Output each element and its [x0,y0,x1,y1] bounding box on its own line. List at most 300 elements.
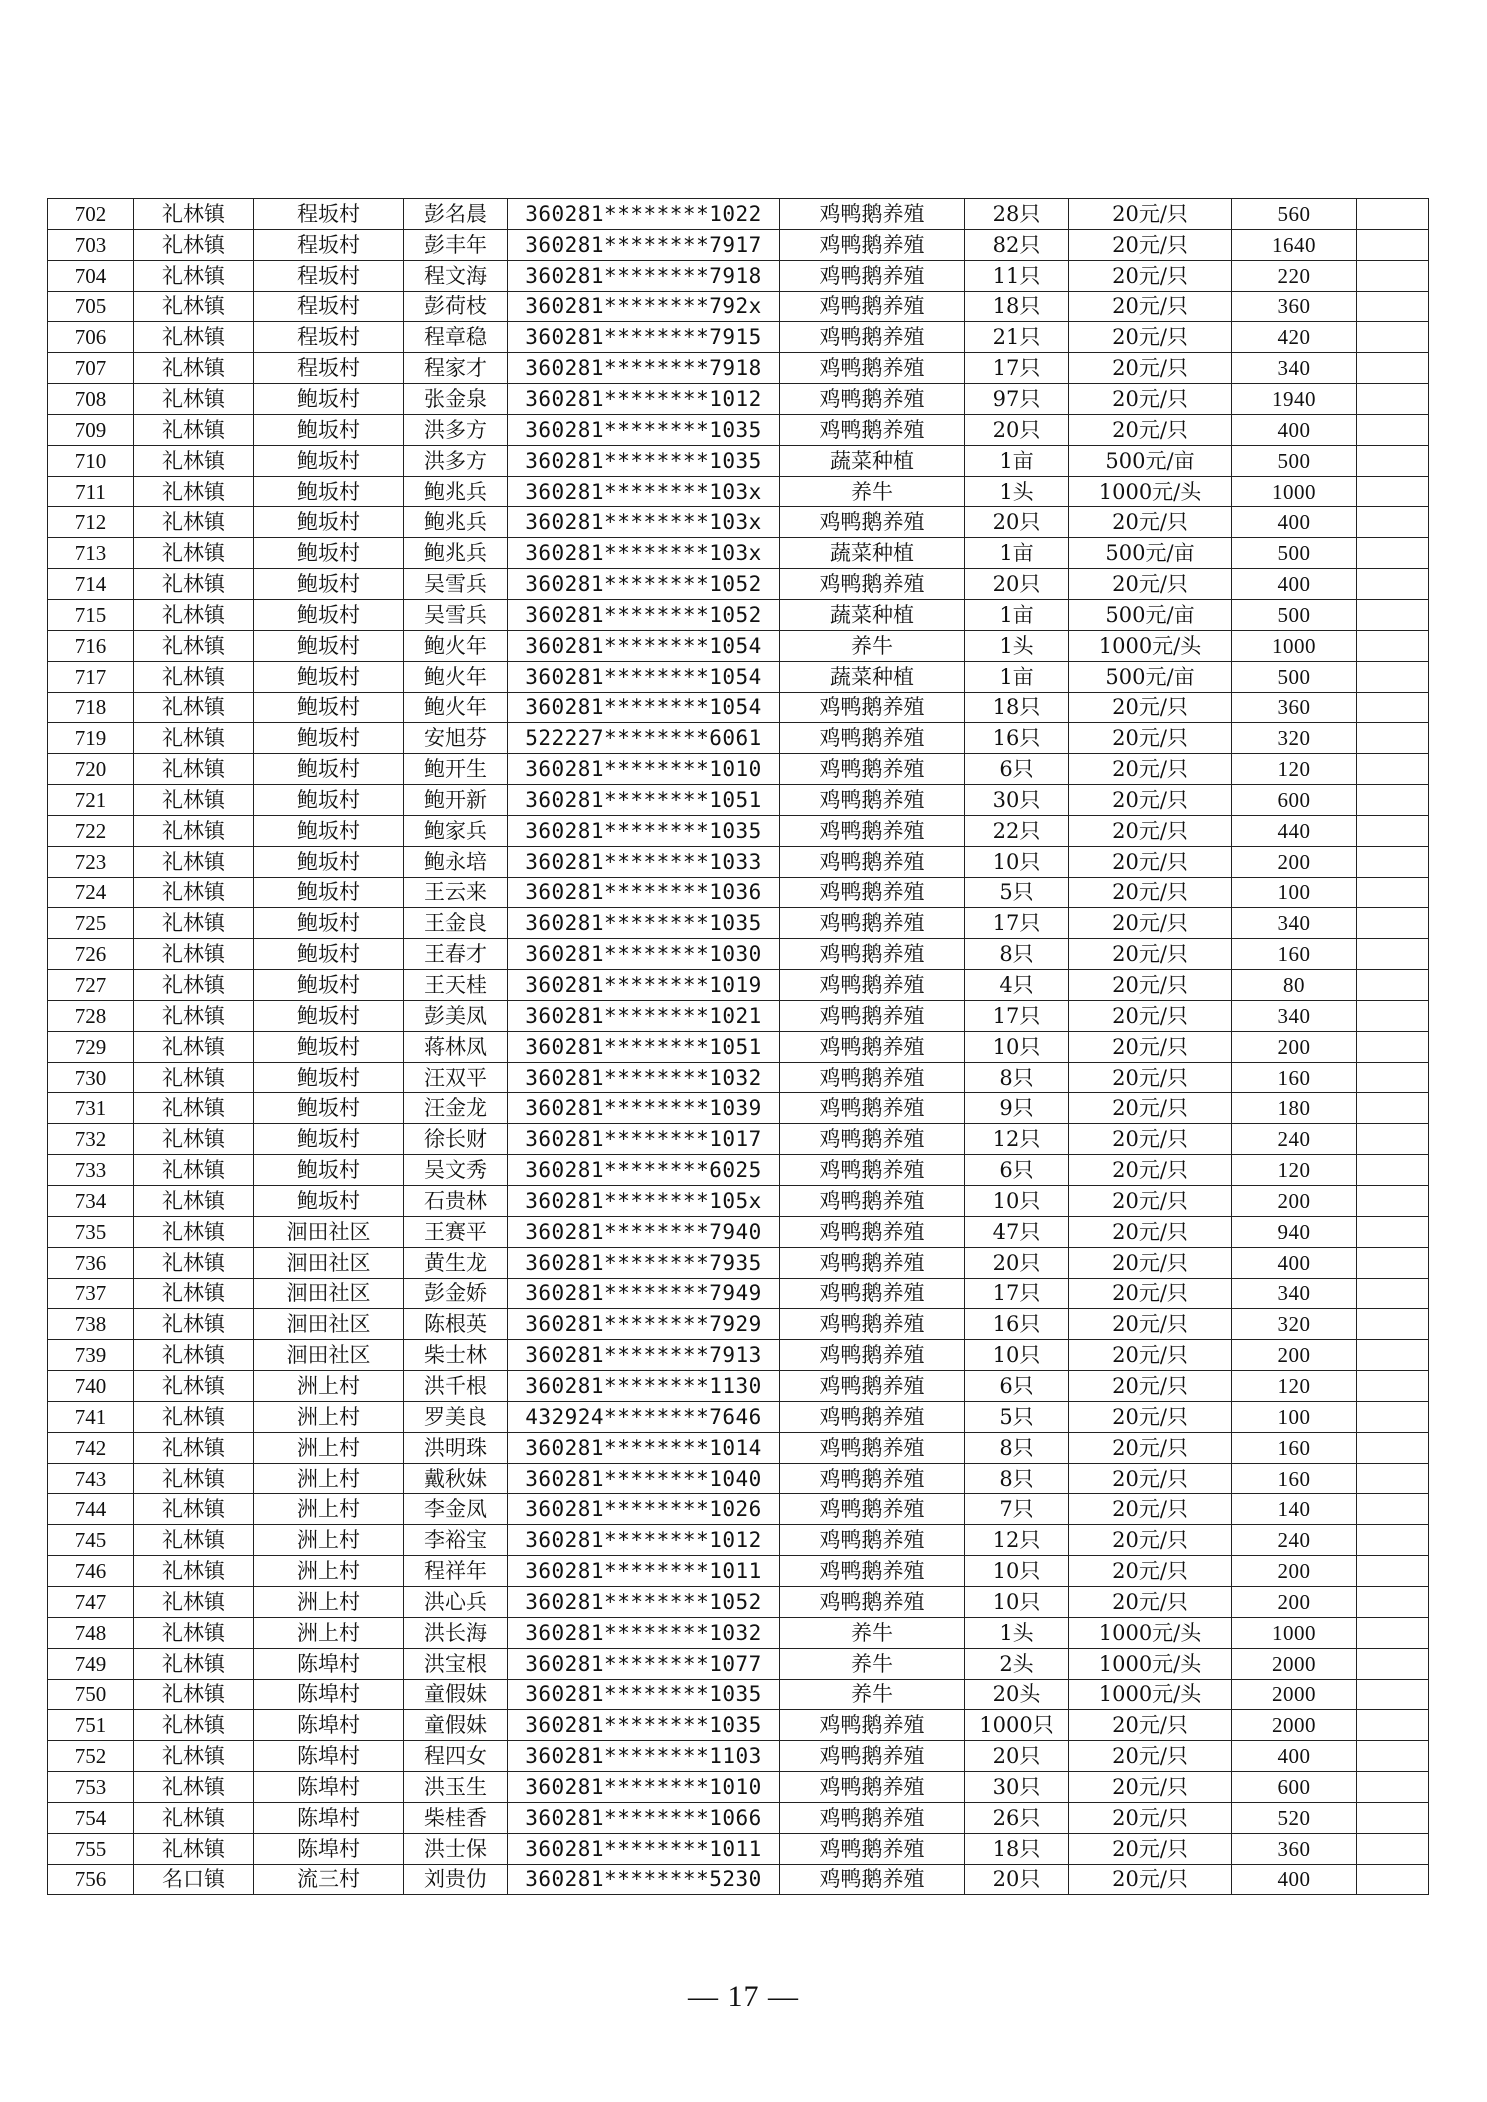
cell-remark [1357,199,1429,230]
cell-id-number: 360281********1032 [508,1617,780,1648]
cell-quantity: 20头 [965,1679,1069,1710]
cell-town: 礼林镇 [134,1340,254,1371]
cell-village: 洲上村 [254,1525,404,1556]
cell-row-number: 719 [48,723,134,754]
cell-name: 陈根英 [404,1309,508,1340]
cell-project-type: 鸡鸭鹅养殖 [780,846,965,877]
cell-unit-standard: 20元/只 [1069,692,1232,723]
cell-row-number: 716 [48,630,134,661]
cell-amount: 120 [1232,1155,1357,1186]
cell-row-number: 734 [48,1186,134,1217]
cell-name: 刘贵仂 [404,1864,508,1895]
cell-id-number: 360281********7929 [508,1309,780,1340]
cell-remark [1357,1864,1429,1895]
cell-name: 程章稳 [404,322,508,353]
cell-name: 柴士林 [404,1340,508,1371]
cell-village: 洲上村 [254,1463,404,1494]
cell-row-number: 739 [48,1340,134,1371]
cell-row-number: 725 [48,908,134,939]
cell-unit-standard: 20元/只 [1069,1247,1232,1278]
cell-project-type: 鸡鸭鹅养殖 [780,1093,965,1124]
cell-unit-standard: 20元/只 [1069,569,1232,600]
page-number: — 17 — [688,1980,799,2013]
cell-name: 程文海 [404,260,508,291]
cell-town: 礼林镇 [134,1401,254,1432]
cell-quantity: 20只 [965,1247,1069,1278]
cell-quantity: 1000只 [965,1710,1069,1741]
cell-village: 鲍坂村 [254,476,404,507]
table-row [48,599,1429,630]
cell-id-number: 360281********1036 [508,877,780,908]
cell-amount: 240 [1232,1124,1357,1155]
cell-remark [1357,599,1429,630]
cell-name: 鲍开生 [404,754,508,785]
table-row [48,1432,1429,1463]
cell-town: 礼林镇 [134,1093,254,1124]
cell-remark [1357,1525,1429,1556]
cell-name: 黄生龙 [404,1247,508,1278]
cell-amount: 1640 [1232,229,1357,260]
table-row [48,476,1429,507]
cell-unit-standard: 20元/只 [1069,877,1232,908]
cell-unit-standard: 20元/只 [1069,1710,1232,1741]
cell-amount: 360 [1232,692,1357,723]
cell-row-number: 738 [48,1309,134,1340]
cell-town: 礼林镇 [134,384,254,415]
cell-town: 礼林镇 [134,414,254,445]
cell-village: 陈埠村 [254,1710,404,1741]
cell-remark [1357,692,1429,723]
cell-name: 吴文秀 [404,1155,508,1186]
cell-name: 彭荷枝 [404,291,508,322]
cell-project-type: 鸡鸭鹅养殖 [780,1371,965,1402]
cell-amount: 160 [1232,939,1357,970]
cell-quantity: 18只 [965,692,1069,723]
cell-quantity: 28只 [965,199,1069,230]
table-row [48,908,1429,939]
cell-row-number: 756 [48,1864,134,1895]
cell-name: 洪宝根 [404,1648,508,1679]
cell-village: 鲍坂村 [254,507,404,538]
cell-quantity: 26只 [965,1802,1069,1833]
cell-remark [1357,1741,1429,1772]
cell-row-number: 727 [48,970,134,1001]
cell-project-type: 鸡鸭鹅养殖 [780,1432,965,1463]
cell-project-type: 鸡鸭鹅养殖 [780,1186,965,1217]
cell-name: 洪明珠 [404,1432,508,1463]
cell-row-number: 750 [48,1679,134,1710]
cell-name: 彭金娇 [404,1278,508,1309]
cell-remark [1357,877,1429,908]
table-row [48,785,1429,816]
cell-amount: 320 [1232,1309,1357,1340]
cell-amount: 400 [1232,1864,1357,1895]
cell-remark [1357,1093,1429,1124]
cell-amount: 500 [1232,538,1357,569]
cell-remark [1357,1278,1429,1309]
cell-unit-standard: 20元/只 [1069,723,1232,754]
cell-remark [1357,1401,1429,1432]
cell-row-number: 712 [48,507,134,538]
cell-unit-standard: 20元/只 [1069,908,1232,939]
cell-town: 礼林镇 [134,1155,254,1186]
cell-quantity: 12只 [965,1124,1069,1155]
cell-quantity: 8只 [965,1062,1069,1093]
cell-unit-standard: 20元/只 [1069,1000,1232,1031]
cell-id-number: 360281********1035 [508,414,780,445]
cell-unit-standard: 20元/只 [1069,353,1232,384]
cell-village: 鲍坂村 [254,445,404,476]
cell-unit-standard: 20元/只 [1069,507,1232,538]
cell-unit-standard: 20元/只 [1069,1155,1232,1186]
cell-project-type: 鸡鸭鹅养殖 [780,1340,965,1371]
cell-town: 礼林镇 [134,1371,254,1402]
cell-id-number: 360281********1030 [508,939,780,970]
cell-remark [1357,1247,1429,1278]
cell-unit-standard: 20元/只 [1069,970,1232,1001]
cell-village: 洄田社区 [254,1340,404,1371]
table-row [48,1864,1429,1895]
cell-project-type: 鸡鸭鹅养殖 [780,1833,965,1864]
cell-village: 洄田社区 [254,1216,404,1247]
cell-amount: 1000 [1232,630,1357,661]
cell-project-type: 养牛 [780,630,965,661]
cell-name: 程四女 [404,1741,508,1772]
cell-remark [1357,569,1429,600]
cell-town: 礼林镇 [134,1186,254,1217]
cell-unit-standard: 20元/只 [1069,199,1232,230]
cell-quantity: 9只 [965,1093,1069,1124]
cell-village: 鲍坂村 [254,1155,404,1186]
cell-village: 鲍坂村 [254,970,404,1001]
cell-name: 程祥年 [404,1556,508,1587]
cell-village: 鲍坂村 [254,1093,404,1124]
cell-quantity: 47只 [965,1216,1069,1247]
table-row [48,1186,1429,1217]
cell-town: 礼林镇 [134,291,254,322]
table-row [48,970,1429,1001]
table-row [48,1617,1429,1648]
cell-unit-standard: 20元/只 [1069,1124,1232,1155]
cell-village: 程坂村 [254,291,404,322]
cell-amount: 440 [1232,815,1357,846]
cell-quantity: 10只 [965,846,1069,877]
cell-row-number: 710 [48,445,134,476]
cell-quantity: 8只 [965,1432,1069,1463]
cell-project-type: 鸡鸭鹅养殖 [780,1586,965,1617]
cell-remark [1357,1556,1429,1587]
cell-amount: 340 [1232,1278,1357,1309]
cell-amount: 100 [1232,1401,1357,1432]
cell-unit-standard: 20元/只 [1069,815,1232,846]
cell-town: 礼林镇 [134,1000,254,1031]
cell-unit-standard: 20元/只 [1069,939,1232,970]
cell-row-number: 718 [48,692,134,723]
cell-row-number: 709 [48,414,134,445]
cell-id-number: 360281********1066 [508,1802,780,1833]
cell-row-number: 708 [48,384,134,415]
table-row [48,1648,1429,1679]
table-row [48,260,1429,291]
table-row [48,1031,1429,1062]
cell-name: 彭丰年 [404,229,508,260]
cell-unit-standard: 1000元/头 [1069,1617,1232,1648]
cell-id-number: 360281********1035 [508,815,780,846]
cell-amount: 560 [1232,199,1357,230]
table-row [48,754,1429,785]
table-row [48,322,1429,353]
cell-remark [1357,908,1429,939]
cell-unit-standard: 500元/亩 [1069,661,1232,692]
cell-village: 洲上村 [254,1401,404,1432]
table-row [48,538,1429,569]
cell-id-number: 360281********103x [508,538,780,569]
cell-unit-standard: 20元/只 [1069,229,1232,260]
cell-project-type: 养牛 [780,1679,965,1710]
cell-town: 礼林镇 [134,1710,254,1741]
table-row [48,630,1429,661]
cell-id-number: 360281********7940 [508,1216,780,1247]
cell-amount: 400 [1232,1247,1357,1278]
cell-village: 鲍坂村 [254,569,404,600]
cell-town: 礼林镇 [134,229,254,260]
cell-town: 礼林镇 [134,1432,254,1463]
cell-unit-standard: 1000元/头 [1069,630,1232,661]
cell-id-number: 360281********1019 [508,970,780,1001]
table-row [48,1309,1429,1340]
cell-row-number: 723 [48,846,134,877]
cell-amount: 200 [1232,1340,1357,1371]
cell-town: 礼林镇 [134,569,254,600]
cell-town: 礼林镇 [134,970,254,1001]
cell-quantity: 10只 [965,1556,1069,1587]
cell-quantity: 12只 [965,1525,1069,1556]
cell-remark [1357,538,1429,569]
cell-id-number: 360281********792x [508,291,780,322]
cell-id-number: 360281********1035 [508,445,780,476]
cell-id-number: 360281********1026 [508,1494,780,1525]
cell-amount: 1000 [1232,476,1357,507]
cell-quantity: 20只 [965,507,1069,538]
cell-project-type: 鸡鸭鹅养殖 [780,260,965,291]
cell-project-type: 鸡鸭鹅养殖 [780,1062,965,1093]
table-row [48,384,1429,415]
cell-id-number: 432924********7646 [508,1401,780,1432]
cell-id-number: 360281********1011 [508,1833,780,1864]
cell-project-type: 鸡鸭鹅养殖 [780,1710,965,1741]
cell-name: 石贵林 [404,1186,508,1217]
cell-row-number: 754 [48,1802,134,1833]
cell-quantity: 17只 [965,908,1069,939]
cell-quantity: 16只 [965,1309,1069,1340]
cell-town: 礼林镇 [134,723,254,754]
table-row [48,661,1429,692]
cell-name: 安旭芬 [404,723,508,754]
table-row [48,1710,1429,1741]
cell-unit-standard: 20元/只 [1069,384,1232,415]
cell-name: 柴桂香 [404,1802,508,1833]
cell-id-number: 360281********1035 [508,1679,780,1710]
cell-amount: 180 [1232,1093,1357,1124]
cell-name: 洪士保 [404,1833,508,1864]
cell-village: 洲上村 [254,1494,404,1525]
cell-town: 礼林镇 [134,1586,254,1617]
cell-quantity: 2头 [965,1648,1069,1679]
cell-unit-standard: 20元/只 [1069,1525,1232,1556]
cell-id-number: 360281********1011 [508,1556,780,1587]
cell-unit-standard: 20元/只 [1069,1494,1232,1525]
cell-remark [1357,815,1429,846]
cell-town: 礼林镇 [134,507,254,538]
cell-name: 鲍开新 [404,785,508,816]
cell-row-number: 736 [48,1247,134,1278]
cell-name: 王天桂 [404,970,508,1001]
cell-project-type: 鸡鸭鹅养殖 [780,1802,965,1833]
cell-row-number: 720 [48,754,134,785]
cell-name: 洪多方 [404,414,508,445]
cell-id-number: 360281********7949 [508,1278,780,1309]
cell-village: 程坂村 [254,322,404,353]
cell-project-type: 蔬菜种植 [780,599,965,630]
cell-town: 礼林镇 [134,692,254,723]
cell-remark [1357,353,1429,384]
cell-unit-standard: 20元/只 [1069,1741,1232,1772]
cell-name: 李裕宝 [404,1525,508,1556]
cell-town: 礼林镇 [134,1833,254,1864]
cell-quantity: 17只 [965,1000,1069,1031]
cell-row-number: 722 [48,815,134,846]
table-row [48,1340,1429,1371]
cell-id-number: 360281********1033 [508,846,780,877]
cell-amount: 2000 [1232,1679,1357,1710]
cell-unit-standard: 20元/只 [1069,1031,1232,1062]
cell-town: 礼林镇 [134,846,254,877]
cell-project-type: 鸡鸭鹅养殖 [780,1124,965,1155]
cell-unit-standard: 500元/亩 [1069,538,1232,569]
cell-remark [1357,1309,1429,1340]
cell-remark [1357,1494,1429,1525]
cell-id-number: 360281********7935 [508,1247,780,1278]
cell-quantity: 8只 [965,939,1069,970]
cell-remark [1357,661,1429,692]
cell-id-number: 360281********7917 [508,229,780,260]
cell-row-number: 728 [48,1000,134,1031]
cell-town: 礼林镇 [134,1617,254,1648]
cell-amount: 340 [1232,1000,1357,1031]
cell-project-type: 蔬菜种植 [780,445,965,476]
table-row [48,445,1429,476]
cell-id-number: 360281********1052 [508,1586,780,1617]
cell-project-type: 鸡鸭鹅养殖 [780,1401,965,1432]
cell-unit-standard: 20元/只 [1069,1864,1232,1895]
cell-village: 鲍坂村 [254,1031,404,1062]
cell-unit-standard: 500元/亩 [1069,445,1232,476]
table-row [48,1772,1429,1803]
cell-row-number: 741 [48,1401,134,1432]
table-row [48,692,1429,723]
cell-project-type: 鸡鸭鹅养殖 [780,384,965,415]
table-row [48,846,1429,877]
cell-remark [1357,1340,1429,1371]
cell-project-type: 鸡鸭鹅养殖 [780,692,965,723]
cell-remark [1357,939,1429,970]
cell-town: 礼林镇 [134,1278,254,1309]
cell-row-number: 729 [48,1031,134,1062]
cell-project-type: 鸡鸭鹅养殖 [780,785,965,816]
cell-name: 鲍家兵 [404,815,508,846]
cell-remark [1357,1617,1429,1648]
cell-unit-standard: 20元/只 [1069,322,1232,353]
table-row [48,815,1429,846]
cell-quantity: 1亩 [965,538,1069,569]
cell-name: 王金良 [404,908,508,939]
cell-town: 礼林镇 [134,1124,254,1155]
cell-amount: 120 [1232,1371,1357,1402]
cell-id-number: 360281********1035 [508,1710,780,1741]
cell-amount: 200 [1232,1586,1357,1617]
cell-village: 鲍坂村 [254,661,404,692]
table-row [48,1556,1429,1587]
cell-row-number: 753 [48,1772,134,1803]
cell-name: 李金凤 [404,1494,508,1525]
cell-town: 礼林镇 [134,1309,254,1340]
cell-unit-standard: 20元/只 [1069,846,1232,877]
cell-project-type: 养牛 [780,476,965,507]
cell-name: 王春才 [404,939,508,970]
cell-project-type: 鸡鸭鹅养殖 [780,1247,965,1278]
cell-amount: 360 [1232,1833,1357,1864]
table-row [48,1494,1429,1525]
cell-project-type: 鸡鸭鹅养殖 [780,1463,965,1494]
cell-row-number: 721 [48,785,134,816]
cell-quantity: 17只 [965,1278,1069,1309]
cell-quantity: 16只 [965,723,1069,754]
cell-id-number: 360281********1032 [508,1062,780,1093]
cell-unit-standard: 20元/只 [1069,260,1232,291]
table-row [48,1833,1429,1864]
cell-village: 陈埠村 [254,1679,404,1710]
cell-row-number: 747 [48,1586,134,1617]
cell-town: 礼林镇 [134,1247,254,1278]
cell-name: 洪玉生 [404,1772,508,1803]
cell-name: 汪金龙 [404,1093,508,1124]
table-row [48,414,1429,445]
cell-row-number: 744 [48,1494,134,1525]
cell-quantity: 20只 [965,1864,1069,1895]
cell-town: 礼林镇 [134,1216,254,1247]
cell-project-type: 鸡鸭鹅养殖 [780,1525,965,1556]
cell-village: 洲上村 [254,1617,404,1648]
table-row [48,569,1429,600]
cell-row-number: 745 [48,1525,134,1556]
cell-name: 王赛平 [404,1216,508,1247]
table-row [48,507,1429,538]
cell-id-number: 360281********1130 [508,1371,780,1402]
cell-row-number: 735 [48,1216,134,1247]
cell-name: 吴雪兵 [404,569,508,600]
cell-village: 鲍坂村 [254,384,404,415]
cell-village: 鲍坂村 [254,846,404,877]
cell-town: 礼林镇 [134,353,254,384]
cell-remark [1357,846,1429,877]
cell-town: 礼林镇 [134,1802,254,1833]
cell-name: 蒋林凤 [404,1031,508,1062]
cell-remark [1357,1463,1429,1494]
cell-name: 鲍兆兵 [404,476,508,507]
cell-amount: 200 [1232,1186,1357,1217]
cell-remark [1357,1216,1429,1247]
cell-quantity: 17只 [965,353,1069,384]
